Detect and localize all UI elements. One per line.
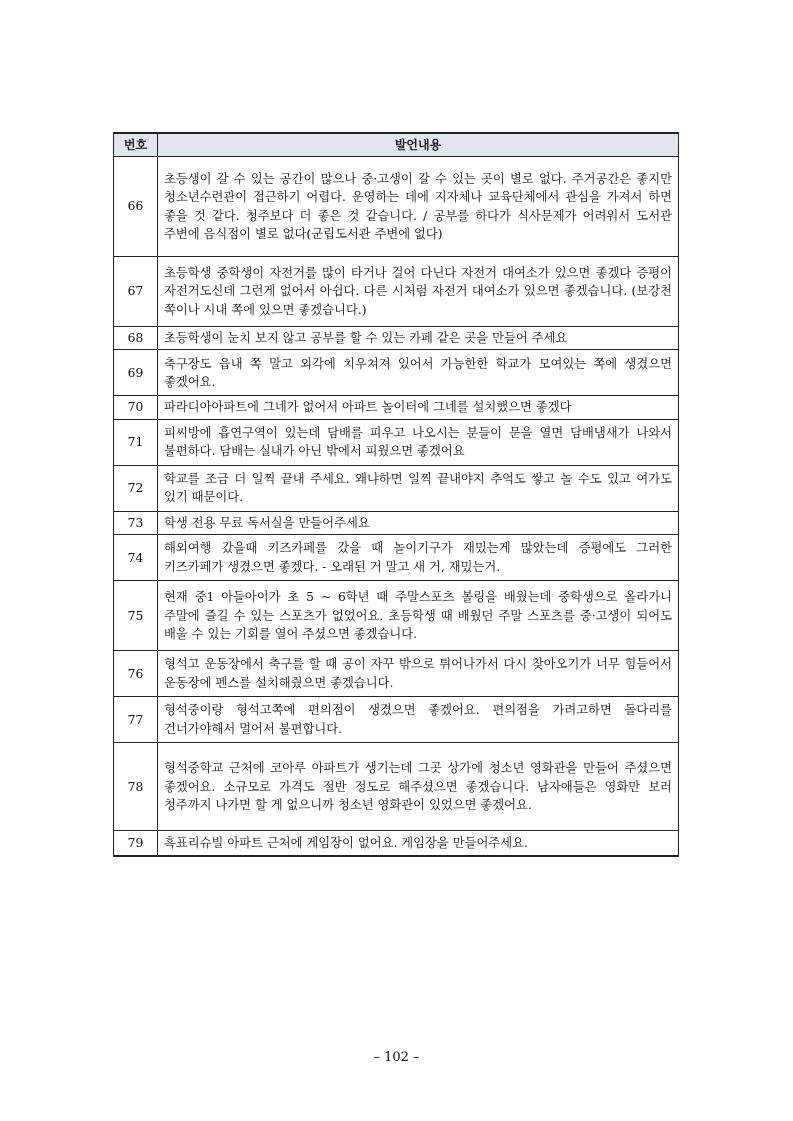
table-row [114, 697, 679, 743]
row-content: 해외여행 갔을때 키즈카페를 갔을 때 놀이기구가 재밌는게 많았는데 증평에도 그러한 키즈카페가 생겼으면 좋겠다. - 오래된 거 말고 새 거, 재밌는거. [158, 535, 679, 581]
column-header-content: 발언내용 [158, 133, 679, 157]
row-number: 75 [114, 581, 158, 651]
row-content: 초등학생 중학생이 자전거를 많이 타거나 걸어 다닌다 자전거 대여소가 있으면 좋겠다 증평이 자전거도신데 그런게 없어서 아쉽다. 다른 시처럼 자전거 대여소가 있으면 좋겠습니다. (보강천 쪽이나 시내 쪽에 있으면 좋겠습니다.) [158, 257, 679, 327]
row-content: 학생 전용 무료 독서실을 만들어주세요 [158, 511, 679, 534]
row-content: 형석중학교 근처에 코아루 아파트가 생기는데 그곳 상가에 청소년 영화관을 만들어 주셨으면 좋겠어요. 소규모로 가격도 절반 정도로 해주셨으면 좋겠습니다. 남자애들은 영화만 보러 청주까지 나가면 할 게 없으니까 청소년 영화관이 있었으면 좋겠어요. [158, 743, 679, 831]
table-row [114, 396, 679, 419]
row-content: 현재 중1 아들아이가 초 5 ~ 6학년 때 주말스포츠 볼링을 배웠는데 중학생으로 올라가니 주말에 즐길 수 있는 스포츠가 없었어요. 초등학생 때 배웠던 주말 스포츠를 중·고생이 되어도 배울 수 있는 기회를 열어 주셨으면 좋겠습니다. [158, 581, 679, 651]
row-content: 초등생이 갈 수 있는 공간이 많으나 중·고생이 갈 수 있는 곳이 별로 없다. 주거공간은 좋지만 청소년수련관이 접근하기 어렵다. 운영하는 데에 지자체나 교육단체에서 관심을 가져서 하면 좋을 것 같다. 청주보다 더 좋은 것 같습니다. / 공부를 하다가 식사문제가 어려워서 도서관 주변에 음식점이 별로 없다(군립도서관 주변에 없다) [158, 157, 679, 257]
table-row [114, 831, 679, 856]
table-row [114, 651, 679, 697]
column-header-number: 번호 [114, 133, 158, 157]
row-number: 77 [114, 697, 158, 743]
table-row [114, 327, 679, 350]
table-row [114, 419, 679, 465]
row-content: 형석고 운동장에서 축구를 할 때 공이 자꾸 밖으로 튀어나가서 다시 찾아오기가 너무 힘들어서 운동장에 펜스를 설치해줬으면 좋겠습니다. [158, 651, 679, 697]
table-row [114, 743, 679, 831]
row-number: 67 [114, 257, 158, 327]
row-number: 73 [114, 511, 158, 534]
table-row [114, 157, 679, 257]
row-content: 피씨방에 흡연구역이 있는데 담배를 피우고 나오시는 분들이 문을 열면 담배냄새가 나와서 불편하다. 담배는 실내가 아닌 밖에서 피웠으면 좋겠어요 [158, 419, 679, 465]
row-number: 76 [114, 651, 158, 697]
row-number: 79 [114, 831, 158, 856]
row-number: 66 [114, 157, 158, 257]
row-content: 형석중이랑 형석고쪽에 편의점이 생겼으면 좋겠어요. 편의점을 가려고하면 돌다리를 건너가야해서 멀어서 불편합니다. [158, 697, 679, 743]
row-number: 70 [114, 396, 158, 419]
page-number: – 102 – [373, 1050, 420, 1065]
table-header-row [114, 133, 679, 157]
row-content: 파라디아아파트에 그네가 없어서 아파트 놀이터에 그네를 설치했으면 좋겠다 [158, 396, 679, 419]
row-number: 68 [114, 327, 158, 350]
table-row [114, 257, 679, 327]
row-content: 흑표리슈빌 아파트 근처에 게임장이 없어요. 게임장을 만들어주세요. [158, 831, 679, 856]
row-number: 72 [114, 465, 158, 511]
row-content: 초등학생이 눈치 보지 않고 공부를 할 수 있는 카페 같은 곳을 만들어 주세요 [158, 327, 679, 350]
table-row [114, 350, 679, 396]
table-row [114, 535, 679, 581]
table-row [114, 465, 679, 511]
row-number: 69 [114, 350, 158, 396]
row-number: 71 [114, 419, 158, 465]
table-row [114, 511, 679, 534]
row-content: 학교를 조금 더 일찍 끝내 주세요. 왜냐하면 일찍 끝내야지 추억도 쌓고 놀 수도 있고 여가도 있기 때문이다. [158, 465, 679, 511]
row-content: 축구장도 읍내 쪽 말고 외각에 치우쳐져 있어서 가능한한 학교가 모여있는 쪽에 생겼으면 좋겠어요. [158, 350, 679, 396]
row-number: 78 [114, 743, 158, 831]
statement-table [113, 132, 679, 857]
table-row [114, 581, 679, 651]
row-number: 74 [114, 535, 158, 581]
